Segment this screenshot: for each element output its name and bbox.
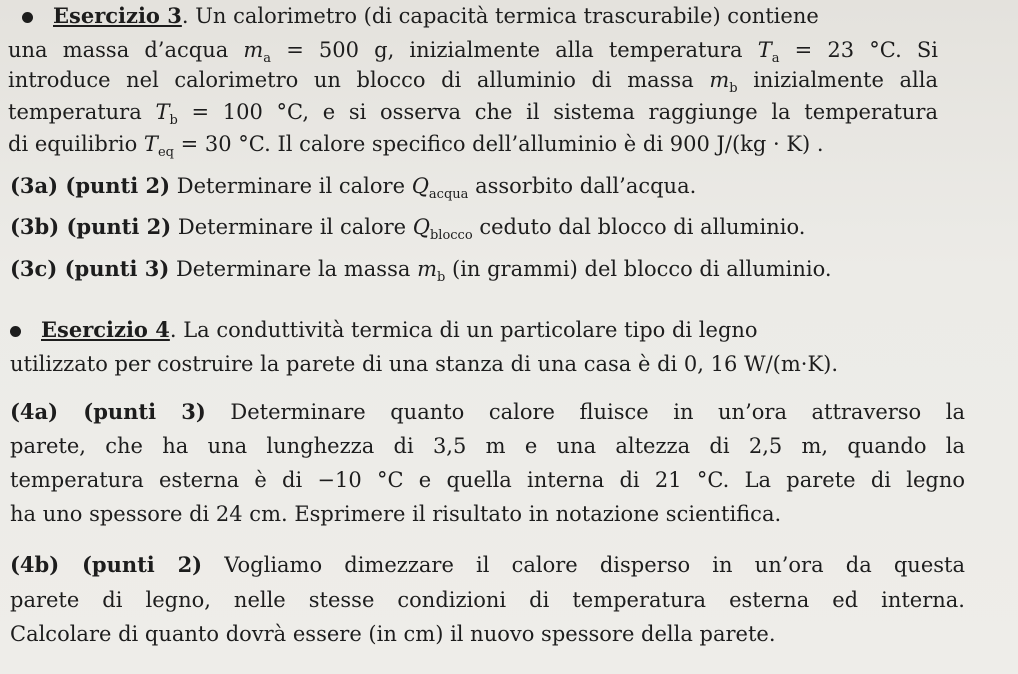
question-4b-line-2: parete di legno, nelle stesse condizioni di temperatura esterna ed interna.: [10, 588, 965, 612]
ex3-heading: Esercizio 3: [53, 3, 182, 28]
question-4a-line-1: (4a) (punti 3) Determinare quanto calore fluisce in un’ora attraverso la: [10, 399, 965, 424]
question-3c: (3c) (punti 3) Determinare la massa $m_b$ (in grammi) del blocco di alluminio.: [10, 256, 832, 286]
question-3a: (3a) (punti 2) Determinare il calore $Q_{acqua}$ assorbito dall’acqua.: [10, 173, 697, 203]
bullet-icon: [10, 326, 21, 337]
ex3-intro: . Un calorimetro (di capacità termica trascurabile) contiene: [181, 4, 819, 28]
ex3-line-1: [22, 2, 1002, 30]
ex3-line-4: temperatura $T_b = 100$ °C, e si osserva che il sistema raggiunge la temperatura: [8, 100, 938, 129]
ex3-line-3: introduce nel calorimetro un blocco di alluminio di massa $m_b$ inizialmente alla: [8, 68, 938, 97]
ex4-heading: Esercizio 4: [41, 317, 170, 342]
question-4b-line-3: Calcolare di quanto dovrà essere (in cm) il nuovo spessore della parete.: [10, 622, 776, 646]
question-4a-line-4: ha uno spessore di 24 cm. Esprimere il risultato in notazione scientifica.: [10, 502, 782, 526]
ex4-line-1: Esercizio 4. La conduttività termica di un particolare tipo di legno: [10, 316, 890, 344]
question-3b: (3b) (punti 2) Determinare il calore $Q_{blocco}$ ceduto dal blocco di alluminio.: [10, 214, 806, 244]
ex4-line-2: utilizzato per costruire la parete di una stanza di una casa è di 0, 16 W/(m·K).: [10, 352, 839, 376]
question-4b-line-1: (4b) (punti 2) Vogliamo dimezzare il calore disperso in un’ora da questa: [10, 552, 965, 577]
bullet-icon: [22, 12, 33, 23]
question-4a-line-3: temperatura esterna è di −10 °C e quella interna di 21 °C. La parete di legno: [10, 468, 965, 492]
ex3-line-2: una massa d’acqua $m_a = 500$ g, inizialmente alla temperatura $T_a = 23$ °C. Si: [8, 38, 938, 67]
question-4a-line-2: parete, che ha una lunghezza di 3,5 m e una altezza di 2,5 m, quando la: [10, 434, 965, 458]
ex3-line-5: di equilibrio $T_{eq} = 30$ °C. Il calore specifico dell’alluminio è di 900 J/(kg · K) .: [8, 132, 824, 161]
